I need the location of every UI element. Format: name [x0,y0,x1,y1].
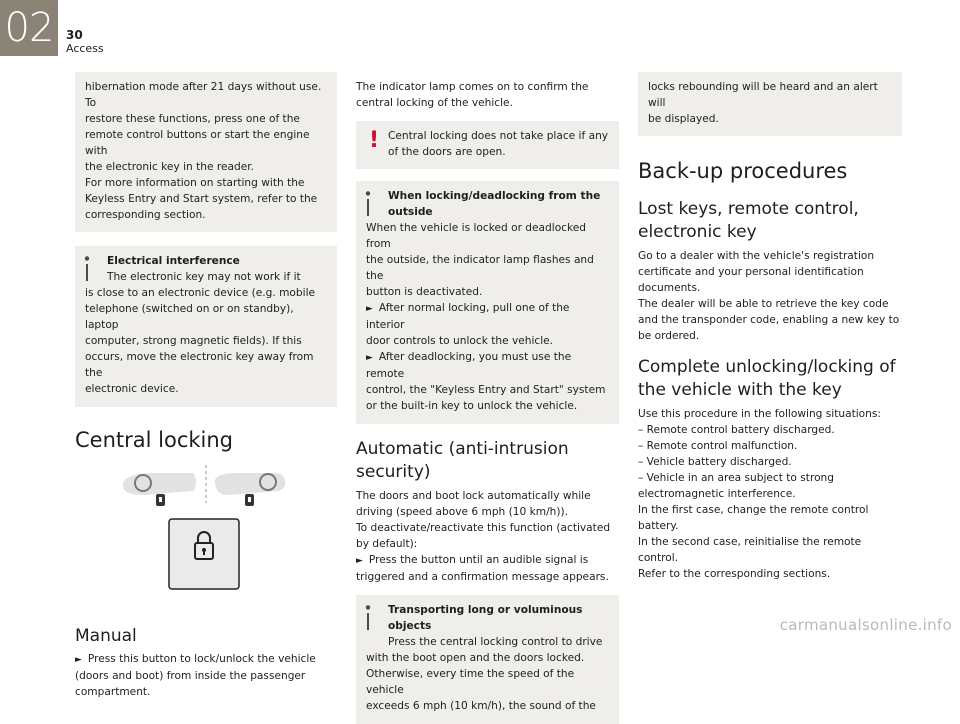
text-line: For more information on starting with the [85,177,305,189]
heading-automatic: security) [356,462,431,482]
lock-button-image [169,519,239,589]
text-line: – Vehicle in an area subject to strong [638,472,834,484]
text-line: hibernation mode after 21 days without use. To [85,81,322,109]
info-title: outside [388,206,433,218]
chapter-number: 02 [0,0,58,56]
info-box-transporting [356,595,619,724]
intro-text [356,72,619,111]
page-number: 30 [66,28,83,42]
text-line: The doors and boot lock automatically while [356,490,591,502]
text-line: remote control buttons or start the engine with [85,129,310,157]
heading-complete-unlocking: Complete unlocking/locking of [638,357,896,377]
text-line: In the first case, change the remote control [638,504,869,516]
text-line: door controls to unlock the vehicle. [366,335,554,347]
text-line: is close to an electronic device (e.g. mobile [85,287,316,299]
text-line: The electronic key may not work if it [107,271,301,283]
text-line: The indicator lamp comes on to confirm the [356,81,589,93]
text-line: or the built-in key to unlock the vehicle. [366,400,578,412]
warning-box [356,121,619,169]
text-line: control, the "Keyless Entry and Start" system [366,384,606,396]
text-line: the electronic key in the reader. [85,161,254,173]
column-3 [638,72,902,582]
text-line: The dealer will be able to retrieve the key code [638,298,889,310]
info-icon [365,191,371,217]
text-line: Central locking does not take place if any [388,130,609,142]
text-line: Press the central locking control to drive [388,636,603,648]
text-line: the outside, the indicator lamp flashes and the [366,254,594,282]
text-line: and the transponder code, enabling a new key to [638,314,900,326]
text-line: When the vehicle is locked or deadlocked from [366,222,586,250]
text-line: To deactivate/reactivate this function (activated [356,522,611,534]
info-icon [84,256,90,282]
heading-backup-procedures: Back-up procedures [638,159,848,183]
heading-manual: Manual [75,626,137,646]
continued-text-box [638,72,902,136]
text-line: compartment. [75,686,151,698]
info-icon [365,605,371,631]
continued-text-box [75,72,337,232]
watermark: carmanualsonline.info [779,616,952,634]
info-title: Transporting long or voluminous objects [388,604,583,632]
text-line: driving (speed above 6 mph (10 km/h)). [356,506,568,518]
bullet-arrow-icon: ► [356,556,363,566]
text-line: (doors and boot) from inside the passenger [75,670,306,682]
bullet-arrow-icon: ► [75,655,82,665]
text-line: ► After deadlocking, you must use the remote [366,351,572,380]
text-line: battery. [638,520,679,532]
column-1 [75,72,337,700]
text-line: button is deactivated. [366,286,483,298]
text-line: – Vehicle battery discharged. [638,456,792,468]
text-line: Otherwise, every time the speed of the vehicle [366,668,575,696]
text-line: ► Press this button to lock/unlock the vehicle [75,653,316,665]
text-line: by default): [356,538,418,550]
text-line: central locking of the vehicle. [356,97,513,109]
text-line: be ordered. [638,330,700,342]
text-line: computer, strong magnetic fields). If this [85,335,302,347]
heading-lost-keys: electronic key [638,222,757,242]
info-box-locking-outside [356,181,619,424]
text-line: Keyless Entry and Start system, refer to the [85,193,318,205]
text-line: ► Press the button until an audible signal is [356,554,589,566]
text-line: Go to a dealer with the vehicle's registration [638,250,875,262]
text-line: triggered and a confirmation message appears. [356,571,609,583]
dashboard-right-image [215,473,285,506]
text-line: certificate and your personal identification [638,266,864,278]
bullet-arrow-icon: ► [366,353,373,363]
heading-complete-unlocking: the vehicle with the key [638,380,842,400]
text-line: restore these functions, press one of the [85,113,300,125]
text-line: electromagnetic interference. [638,488,796,500]
automatic-text [356,488,619,585]
text-line: with the boot open and the doors locked. [366,652,585,664]
heading-automatic: Automatic (anti-intrusion [356,439,569,459]
text-line: Use this procedure in the following situations: [638,408,881,420]
text-line: Refer to the corresponding sections. [638,568,831,580]
info-title: Electrical interference [107,255,240,267]
heading-central-locking: Central locking [75,428,234,452]
central-locking-illustration [75,463,337,623]
text-line: telephone (switched on or on standby), laptop [85,303,294,331]
text-line: documents. [638,282,701,294]
section-title: Access [66,42,104,55]
text-line: exceeds 6 mph (10 km/h), the sound of the [366,700,596,712]
info-title: When locking/deadlocking from the [388,190,601,202]
text-line: In the second case, reinitialise the remote control. [638,536,862,564]
text-line: be displayed. [648,113,719,125]
text-line: of the doors are open. [388,146,506,158]
text-line: locks rebounding will be heard and an alert will [648,81,878,109]
text-line: – Remote control malfunction. [638,440,798,452]
info-box-electrical-interference [75,246,337,407]
text-line: electronic device. [85,383,179,395]
text-line: – Remote control battery discharged. [638,424,835,436]
text-line: corresponding section. [85,209,206,221]
lost-keys-text [638,248,902,344]
complete-unlocking-text [638,406,902,582]
dashboard-left-image [123,473,196,506]
column-2 [356,72,619,724]
warning-icon: ! [369,128,380,153]
heading-lost-keys: Lost keys, remote control, [638,199,859,219]
text-line: ► After normal locking, pull one of the interior [366,302,570,331]
text-line: occurs, move the electronic key away from the [85,351,314,379]
bullet-arrow-icon: ► [366,304,373,314]
